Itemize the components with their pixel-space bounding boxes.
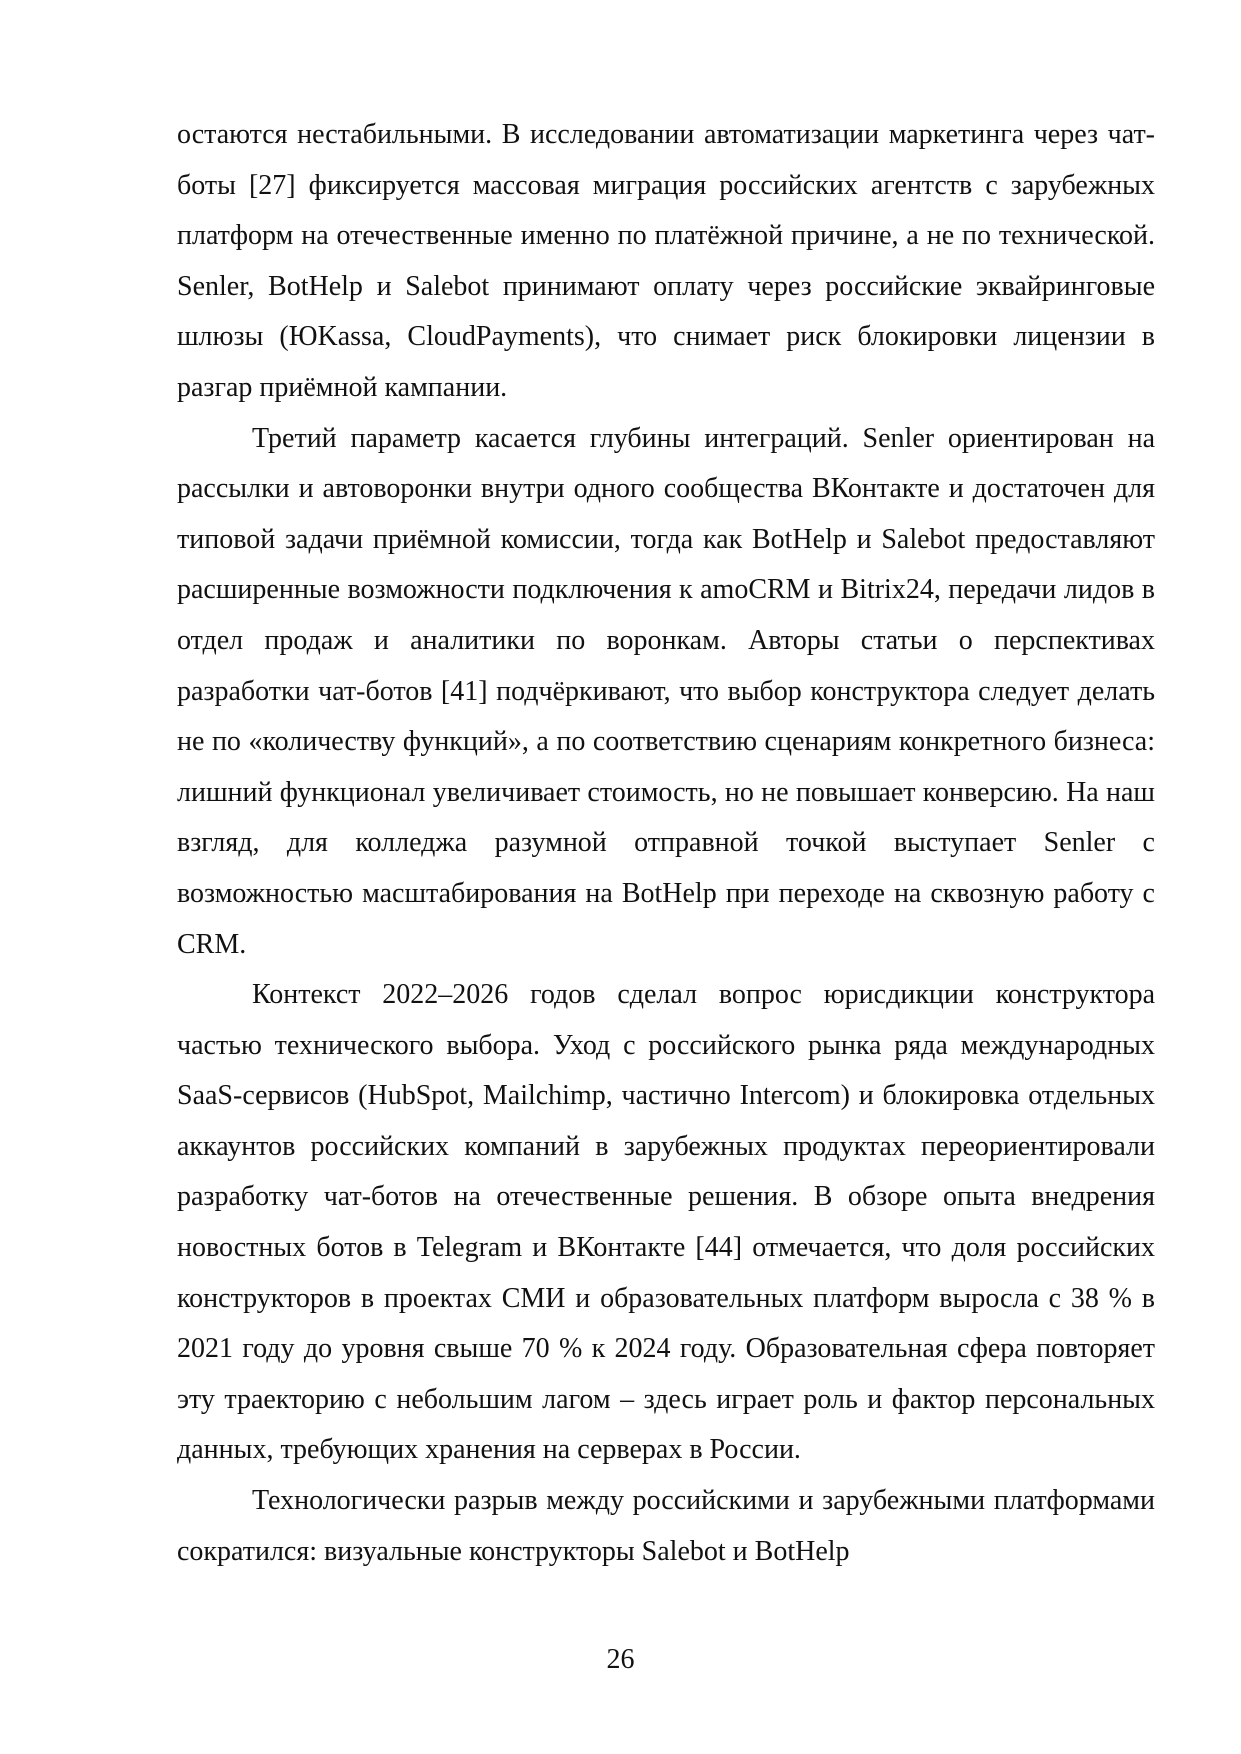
paragraph-3: Контекст 2022–2026 годов сделал вопрос юрисдикции конструктора частью технического выбора. Уход с российского рынка ряда международных SaaS-сервисов (HubSpot, Mailchimp, частично Intercom) и блокировка отдельных аккаунтов российских компаний в зарубежных продуктах переориентировали разработку чат-ботов на отечественные решения. В обзоре опыта внедрения новостных ботов в Telegram и ВКонтакте [44] отмечается, что доля российских конструкторов в проектах СМИ и образовательных платформ выросла с 38 % в 2021 году до уровня свыше 70 % к 2024 году. Образовательная сфера повторяет эту траекторию с небольшим лагом – здесь играет роль и фактор персональных данных, требующих хранения на серверах в России. — [177, 979, 1155, 1466]
paragraph-1: остаются нестабильными. В исследовании автоматизации маркетинга через чат-боты [27] фиксируется массовая миграция российских агентств с зарубежных платформ на отечественные именно по платёжной причине, а не по технической. Senler, BotHelp и Salebot принимают оплату через российские эквайринговые шлюзы (ЮKassa, CloudPayments), что снимает риск блокировки лицензии в разгар приёмной кампании. — [177, 119, 1155, 403]
paragraph-4: Технологически разрыв между российскими и зарубежными платформами сократился: визуальные конструкторы Salebot и BotHelp — [177, 1485, 1155, 1567]
page-number: 26 — [606, 1644, 635, 1675]
body-text — [177, 110, 1155, 1577]
paragraph-2: Третий параметр касается глубины интеграций. Senler ориентирован на рассылки и автоворонки внутри одного сообщества ВКонтакте и достаточен для типовой задачи приёмной комиссии, тогда как BotHelp и Salebot предоставляют расширенные возможности подключения к amoCRM и Bitrix24, передачи лидов в отдел продаж и аналитики по воронкам. Авторы статьи о перспективах разработки чат-ботов [41] подчёркивают, что выбор конструктора следует делать не по «количеству функций», а по соответствию сценариям конкретного бизнеса: лишний функционал увеличивает стоимость, но не повышает конверсию. На наш взгляд, для колледжа разумной отправной точкой выступает Senler с возможностью масштабирования на BotHelp при переходе на сквозную работу с CRM. — [177, 422, 1155, 960]
